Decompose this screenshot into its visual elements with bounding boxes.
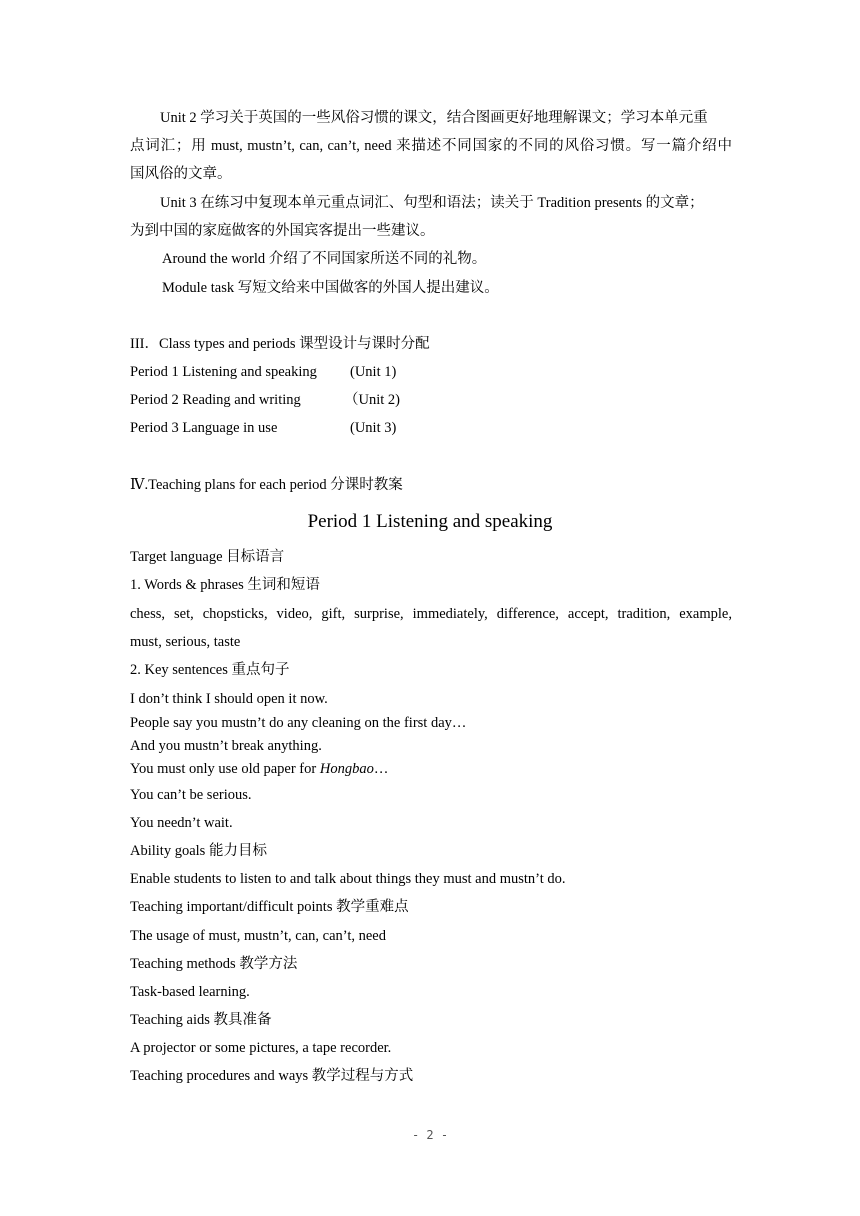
aids-heading: Teaching aids 教具准备 — [130, 1012, 272, 1028]
words-line2: must, serious, taste — [130, 634, 241, 650]
period-row — [130, 418, 397, 438]
section3-heading: III．Class types and periods 课型设计与课时分配 — [130, 336, 430, 352]
period-name: Period 2 Reading and writing — [130, 392, 301, 408]
around-world-line: Around the world 介绍了不同国家所送不同的礼物。 — [162, 251, 487, 267]
unit2-line3: 国风俗的文章。 — [130, 166, 232, 182]
period-row — [130, 390, 400, 410]
page-number: - 2 - — [411, 1128, 449, 1142]
ability-goals-text: Enable students to listen to and talk about things they must and mustn’t do. — [130, 871, 566, 887]
points-heading: Teaching important/difficult points 教学重难点 — [130, 899, 409, 915]
key-sentence: People say you mustn’t do any cleaning on the first day… — [130, 715, 467, 731]
points-text: The usage of must, mustn’t, can, can’t, need — [130, 928, 386, 944]
key-sentences-heading: 2. Key sentences 重点句子 — [130, 662, 290, 678]
period-name: Period 3 Language in use — [130, 420, 278, 436]
period-row — [130, 362, 397, 382]
key-sentence: And you mustn’t break anything. — [130, 738, 322, 754]
section4-heading: Ⅳ.Teaching plans for each period 分课时教案 — [130, 477, 403, 493]
methods-text: Task-based learning. — [130, 984, 250, 1000]
key-sentence: I don’t think I should open it now. — [130, 691, 328, 707]
unit3-line1: Unit 3 在练习中复现本单元重点词汇、句型和语法；读关于 Tradition presents 的文章； — [160, 195, 704, 211]
unit2-line1: Unit 2 学习关于英国的一些风俗习惯的课文，结合图画更好地理解课文；学习本单元重 — [160, 110, 708, 126]
methods-heading: Teaching methods 教学方法 — [130, 956, 298, 972]
period-name: Period 1 Listening and speaking — [130, 364, 317, 380]
period-unit: (Unit 1) — [350, 364, 397, 380]
hongbao-prefix: You must only use old paper for — [130, 761, 320, 777]
procedures-heading: Teaching procedures and ways 教学过程与方式 — [130, 1068, 414, 1084]
aids-text: A projector or some pictures, a tape recorder. — [130, 1040, 392, 1056]
key-sentence: You needn’t wait. — [130, 815, 233, 831]
words-line1: chess, set, chopsticks, video, gift, surprise, immediately, difference, accept, tradition, example, — [130, 606, 732, 622]
key-sentence-hongbao — [130, 759, 388, 779]
ability-goals-heading: Ability goals 能力目标 — [130, 843, 267, 859]
words-heading: 1. Words & phrases 生词和短语 — [130, 577, 320, 593]
hongbao-word: Hongbao — [319, 761, 374, 777]
hongbao-suffix: … — [373, 761, 389, 777]
period-unit: （Unit 2) — [344, 392, 400, 408]
module-task-line: Module task 写短文给来中国做客的外国人提出建议。 — [162, 280, 499, 296]
period1-title: Period 1 Listening and speaking — [307, 511, 553, 532]
target-language-heading: Target language 目标语言 — [130, 549, 285, 565]
period-unit: (Unit 3) — [350, 420, 397, 436]
unit3-line2: 为到中国的家庭做客的外国宾客提出一些建议。 — [130, 223, 435, 239]
key-sentence: You can’t be serious. — [130, 787, 252, 803]
unit2-line2: 点词汇；用 must, mustn’t, can, can’t, need 来描述不同国家的不同的风俗习惯。写一篇介绍中 — [130, 138, 732, 154]
